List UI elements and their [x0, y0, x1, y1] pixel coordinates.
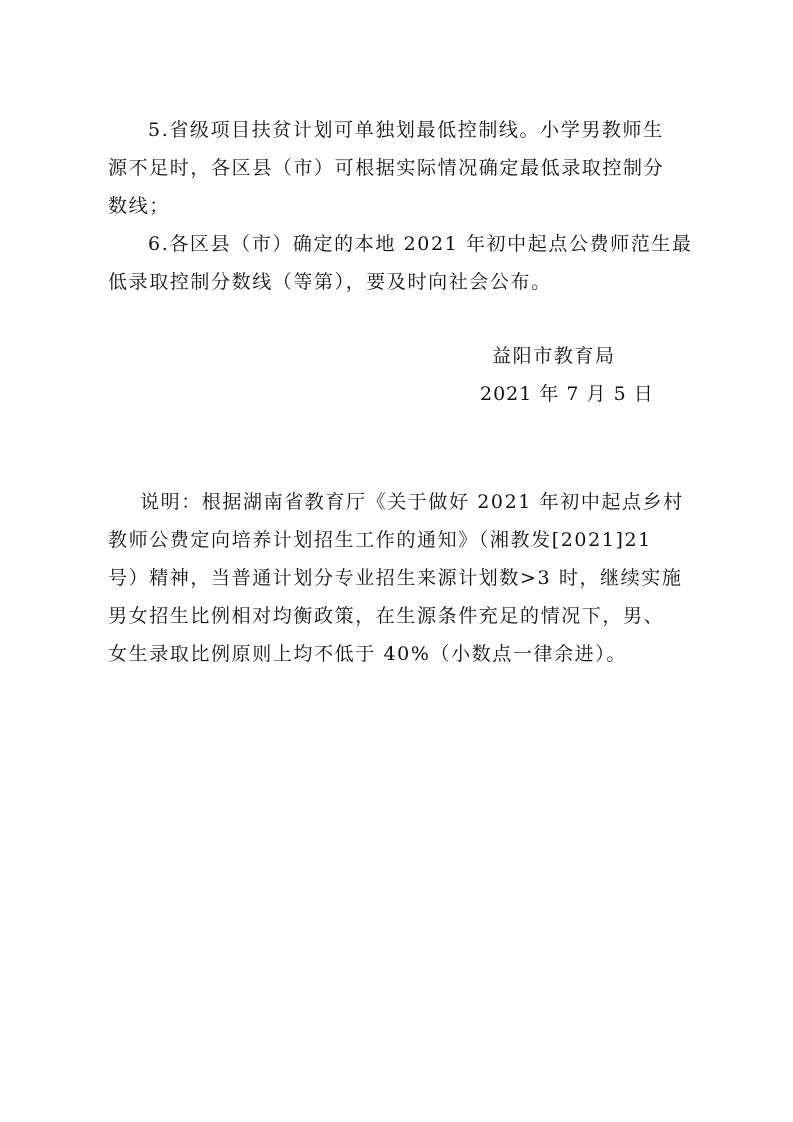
paragraph-line: 源不足时，各区县（市）可根据实际情况确定最低录取控制分 [108, 157, 665, 179]
note-line: 女生录取比例原则上均不低于 40%（小数点一律余进）。 [108, 643, 627, 665]
note-line: 说明：根据湖南省教育厅《关于做好 2021 年初中起点乡村 [140, 491, 684, 513]
paragraph-line: 6.各区县（市）确定的本地 2021 年初中起点公费师范生最 [148, 233, 693, 255]
note-line: 男女招生比例相对均衡政策，在生源条件充足的情况下，男、 [108, 605, 665, 627]
issue-date: 2021 年 7 月 5 日 [480, 383, 654, 405]
paragraph-line: 低录取控制分数线（等第），要及时向社会公布。 [108, 271, 552, 293]
note-line: 号）精神，当普通计划分专业招生来源计划数>3 时，继续实施 [108, 567, 683, 589]
issuing-organization: 益阳市教育局 [492, 345, 616, 367]
paragraph-line: 数线； [108, 195, 170, 217]
note-line: 教师公费定向培养计划招生工作的通知》（湘教发[2021]21 [108, 529, 652, 551]
paragraph-line: 5.省级项目扶贫计划可单独划最低控制线。小学男教师生 [148, 119, 664, 141]
